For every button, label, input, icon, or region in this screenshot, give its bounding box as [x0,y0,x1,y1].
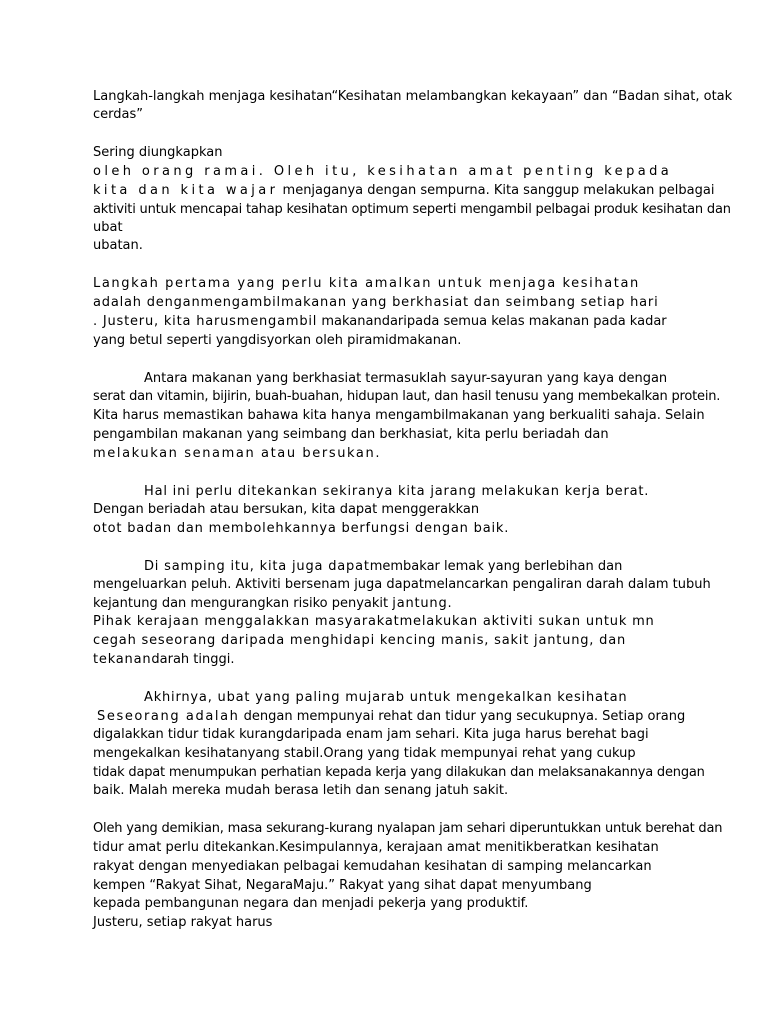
paragraph-6-line [93,725,649,744]
paragraph-4-line: otot badan dan membolehkannya berfungsi dengan baik. [93,521,510,536]
title-line-1: Langkah-langkah menjaga kesihatan“Kesihatan melambangkan kekayaan” dan “Badan sihat, otak [93,89,733,104]
paragraph-5-fragment: darah tinggi. [151,652,235,667]
paragraph-4-line: Hal ini perlu ditekankan sekiranya kita jarang melakukan kerja berat. [144,484,650,499]
paragraph-7-line: rakyat dengan menyediakan pelbagai kemudahan kesihatan di samping melancarkan [93,859,652,874]
paragraph-1-line: Sering diungkapkan [93,145,223,160]
paragraph-2-fragment: . Justeru, kita harusmengambil [93,314,318,329]
paragraph-7-line: kempen “Rakyat Sihat, NegaraMaju.” Rakyat yang sihat dapat menyumbang [93,878,592,893]
paragraph-6-fragment: enam jam sehari. Kita juga harus berehat bagi [346,727,649,742]
paragraph-5-fragment: jantung. [392,596,453,611]
paragraph-2-fragment: makanandaripada semua kelas makanan pada kadar [321,314,667,329]
paragraph-6-fragment: digalakkan tidur tidak kurangdaripada [93,727,342,742]
paragraph-5-line: Pihak kerajaan menggalakkan masyarakatmelakukan aktiviti sukan untuk mn [93,614,655,629]
title-line-2: cerdas” [93,107,143,122]
paragraph-2-line: adalah denganmengambilmakanan yang berkhasiat dan seimbang setiap hari [93,295,659,310]
paragraph-1-line: ubatan. [93,238,143,253]
paragraph-5-fragment: kejantung dan mengurangkan risiko penyakit [93,596,389,611]
paragraph-7-line: kepada pembangunan negara dan menjadi pekerja yang produktif. [93,896,529,911]
paragraph-4-line: Dengan beriadah atau bersukan, kita dapat menggerakkan [93,502,480,517]
paragraph-5-line: cegah seseorang daripada menghidapi kencing manis, sakit jantung, dan [93,633,627,648]
paragraph-3-line: melakukan senaman atau bersukan. [93,446,382,461]
paragraph-6-line: baik. Malah mereka mudah berasa letih dan senang jatuh sakit. [93,783,509,798]
paragraph-5-line [93,594,452,613]
paragraph-7-line: tidur amat perlu ditekankan.Kesimpulannya, kerajaan amat menitikberatkan kesihatan [93,840,659,855]
paragraph-2-line: yang betul seperti yangdisyorkan oleh piramidmakanan. [93,333,462,348]
paragraph-1-fragment: kita dan kita wajar [93,183,279,198]
paragraph-3-line: Antara makanan yang berkhasiat termasuklah sayur-sayuran yang kaya dengan [144,371,668,386]
paragraph-5-fragment: membakar lemak yang berlebihan dan [369,559,623,574]
paragraph-5-line [93,650,235,669]
paragraph-6-fragment: dengan mempunyai rehat dan tidur yang secukupnya. Setiap orang [243,709,686,724]
paragraph-1-line: oleh orang ramai. Oleh itu, kesihatan amat penting kepada [93,164,673,179]
paragraph-6-line: mengekalkan kesihatanyang stabil.Orang yang tidak mempunyai rehat yang cukup [93,746,636,761]
paragraph-3-line: Kita harus memastikan bahawa kita hanya mengambilmakanan yang berkualiti sahaja. Selain [93,408,705,423]
paragraph-5-fragment: tekanan [93,652,152,667]
paragraph-1-fragment: menjaganya dengan sempurna. Kita sanggup melakukan pelbagai [282,183,715,198]
paragraph-6-line [97,707,685,726]
paragraph-1-line: aktiviti untuk mencapai tahap kesihatan optimum seperti mengambil pelbagai produk kesihatan dan [93,202,731,217]
paragraph-1-line [93,181,714,200]
paragraph-6-line: Akhirnya, ubat yang paling mujarab untuk mengekalkan kesihatan [144,690,628,705]
paragraph-3-line: pengambilan makanan yang seimbang dan berkhasiat, kita perlu beriadah dan [93,427,609,442]
paragraph-7-line: Justeru, setiap rakyat harus [93,915,273,930]
paragraph-5-line [144,557,622,576]
paragraph-6-line: tidak dapat menumpukan perhatian kepada kerja yang dilakukan dan melaksanakannya dengan [93,765,705,780]
paragraph-2-line [93,312,667,331]
paragraph-6-fragment: Seseorang adalah [97,709,240,724]
paragraph-5-line: mengeluarkan peluh. Aktiviti bersenam juga dapatmelancarkan pengaliran darah dalam tubuh [93,577,711,592]
paragraph-5-fragment: Di samping itu, kita juga dapat [144,559,370,574]
paragraph-2-line: Langkah pertama yang perlu kita amalkan untuk menjaga kesihatan [93,276,640,291]
paragraph-1-line: ubat [93,220,123,235]
paragraph-3-line: serat dan vitamin, bijirin, buah-buahan, hidupan laut, dan hasil tenusu yang membekalkan protein. [93,389,721,404]
paragraph-7-line: Oleh yang demikian, masa sekurang-kurang nyalapan jam sehari diperuntukkan untuk berehat dan [93,821,723,836]
